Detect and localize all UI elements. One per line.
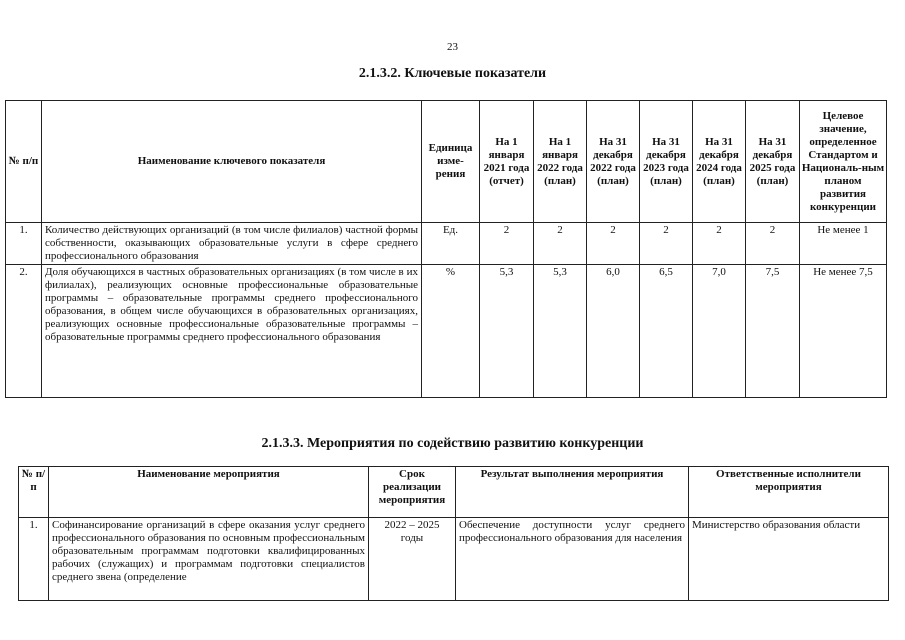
- value-cell: 6,5: [640, 265, 693, 398]
- indicator-name: Доля обучающихся в частных образовательных организациях (в том числе в их филиалах), реализующих основные профессиональные образовательные программы – образовательные программы среднего профессионального образования, в общем числе обучающихся в образовательных организациях, реализующих основные профессиональные образовательные программы – образовательные программы среднего профессионального образования: [42, 265, 422, 398]
- value-cell: 7,5: [746, 265, 800, 398]
- responsible-cell: Министерство образования области: [689, 518, 889, 601]
- term-cell: 2022 – 2025 годы: [369, 518, 456, 601]
- page-number: 23: [447, 41, 458, 53]
- header-cell: № п/п: [19, 467, 49, 518]
- table-row: [19, 518, 889, 601]
- header-cell: Ответственные исполнители мероприятия: [689, 467, 889, 518]
- value-cell: 5,3: [534, 265, 587, 398]
- header-cell: На 31 декабря 2022 года (план): [587, 101, 640, 223]
- header-cell: Единица изме-рения: [422, 101, 480, 223]
- value-cell: 5,3: [480, 265, 534, 398]
- indicator-name: Количество действующих организаций (в том числе филиалов) частной формы собственности, оказывающих образовательные услуги в сфере среднего профессионального образования: [42, 223, 422, 265]
- target-cell: Не менее 1: [800, 223, 887, 265]
- key-indicators-table: [5, 100, 887, 398]
- value-cell: 2: [480, 223, 534, 265]
- value-cell: 2: [587, 223, 640, 265]
- value-cell: 2: [746, 223, 800, 265]
- value-cell: 7,0: [693, 265, 746, 398]
- header-cell: На 1 января 2021 года (отчет): [480, 101, 534, 223]
- row-number: 1.: [6, 223, 42, 265]
- header-cell: Наименование мероприятия: [49, 467, 369, 518]
- section-title-competition-measures: 2.1.3.3. Мероприятия по содействию развитию конкуренции: [261, 436, 644, 451]
- value-cell: 6,0: [587, 265, 640, 398]
- header-cell: Результат выполнения мероприятия: [456, 467, 689, 518]
- header-cell: На 31 декабря 2025 года (план): [746, 101, 800, 223]
- unit-cell: %: [422, 265, 480, 398]
- unit-cell: Ед.: [422, 223, 480, 265]
- header-cell: Срок реализации мероприятия: [369, 467, 456, 518]
- target-cell: Не менее 7,5: [800, 265, 887, 398]
- section-title-key-indicators: 2.1.3.2. Ключевые показатели: [358, 66, 547, 81]
- measure-name-cell: [49, 518, 369, 601]
- header-cell: На 31 декабря 2023 года (план): [640, 101, 693, 223]
- value-cell: 2: [640, 223, 693, 265]
- header-cell: Целевое значение, определенное Стандартом и Националь-ным планом развития конкуренции: [800, 101, 887, 223]
- value-cell: 2: [534, 223, 587, 265]
- header-cell: № п/п: [6, 101, 42, 223]
- result-cell: Обеспечение доступности услуг среднего профессионального образования для населения: [456, 518, 689, 601]
- row-number: 2.: [6, 265, 42, 398]
- row-number: 1.: [19, 518, 49, 601]
- measure-name: Софинансирование организаций в сфере оказания услуг среднего профессионального образования по основным профессиональным образовательным программам подготовки квалифицированных рабочих (служащих) и программам подготовки специалистов среднего звена (определение: [52, 519, 365, 583]
- header-cell: Наименование ключевого показателя: [42, 101, 422, 223]
- header-cell: На 1 января 2022 года (план): [534, 101, 587, 223]
- table-row: [6, 265, 887, 398]
- header-cell: На 31 декабря 2024 года (план): [693, 101, 746, 223]
- measures-table: [18, 466, 889, 601]
- value-cell: 2: [693, 223, 746, 265]
- table-row: [6, 223, 887, 265]
- table-header-row: [6, 101, 887, 223]
- table-header-row: [19, 467, 889, 518]
